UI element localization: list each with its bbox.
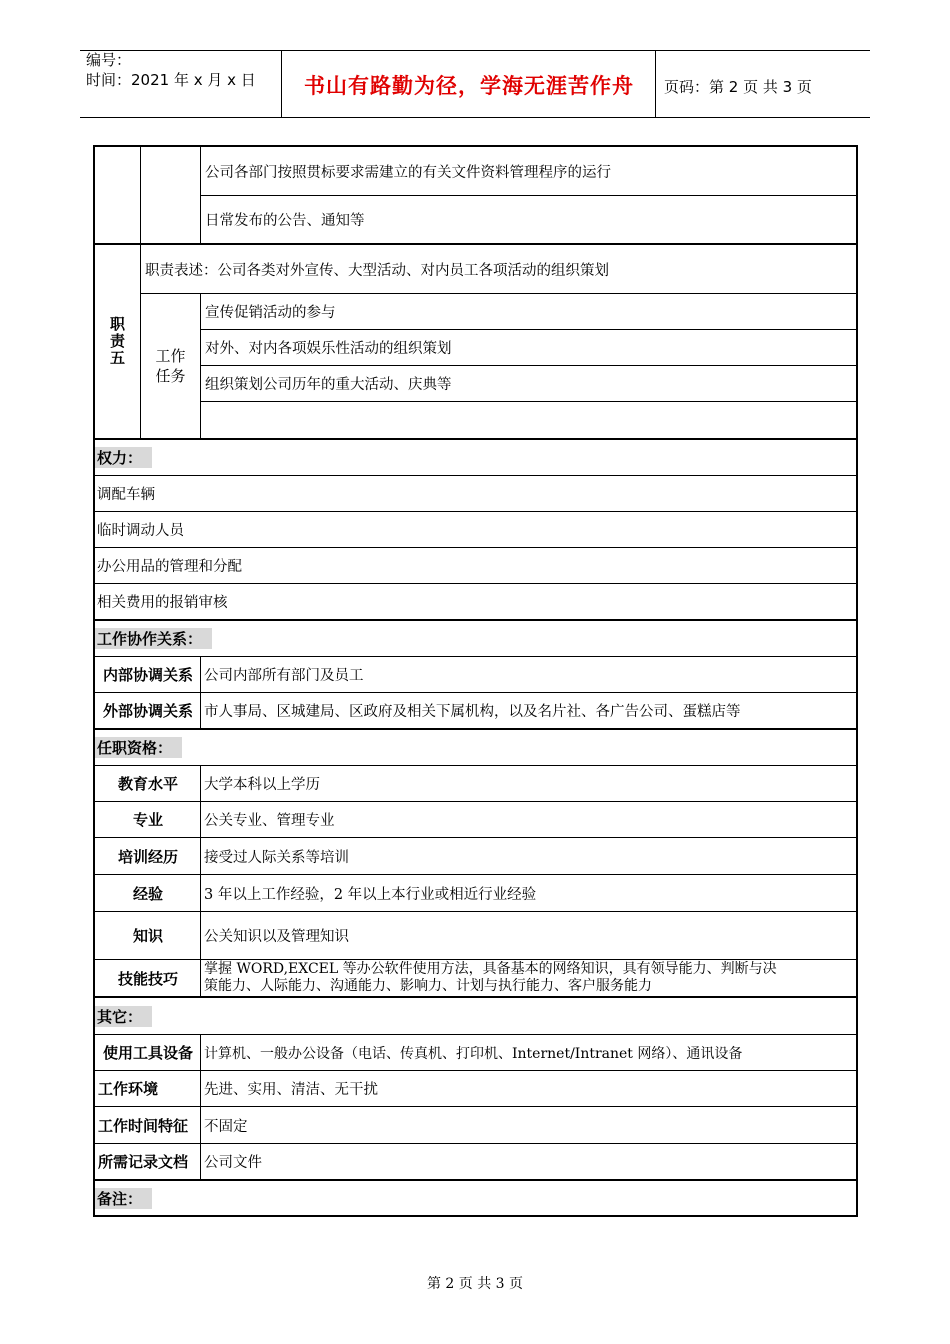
coop-label: 内部协调关系 [102,666,193,684]
duty-five-description: 职责表述：公司各类对外宣传、大型活动、对内员工各项活动的组织策划 [141,245,856,294]
other-label: 所需记录文档 [98,1153,189,1171]
remarks-title: 备注： [95,1188,152,1209]
duty-five-block [95,245,856,440]
coop-value: 公司内部所有部门及员工 [204,668,364,684]
task-label: 工作任务 [155,347,186,385]
other-label: 工作环境 [98,1080,159,1098]
header-divider [281,50,282,117]
coop-label: 外部协调关系 [102,702,193,720]
authority-item: 调配车辆 [95,476,856,512]
task-item: 宣传促销活动的参与 [201,294,856,330]
qual-value: 大学本科以上学历 [204,777,320,793]
qual-label: 技能技巧 [117,969,178,988]
qual-value: 3 年以上工作经验，2 年以上本行业或相近行业经验 [204,886,537,903]
qual-label: 专业 [132,811,163,829]
qual-label: 知识 [132,927,163,945]
duty-continuation-block [95,147,856,245]
other-title: 其它： [95,1006,152,1027]
qual-value: 公关知识以及管理知识 [204,929,349,945]
authority-title: 权力： [95,447,152,468]
header-meta [86,50,256,90]
authority-item: 相关费用的报销审核 [95,584,856,621]
qualification-section [95,730,856,998]
cooperation-title: 工作协作关系： [95,628,212,649]
page-footer: 第 2 页 共 3 页 [426,1276,524,1292]
other-section [95,999,856,1181]
other-value: 先进、实用、清洁、无干扰 [204,1082,378,1098]
authority-section [95,440,856,621]
header-divider [655,50,656,117]
other-label: 工作时间特征 [98,1116,189,1135]
qual-value-line: 策能力、人际能力、沟通能力、影响力、计划与执行能力、客户服务能力 [204,978,652,994]
cooperation-section [95,621,856,730]
task-item: 组织策划公司历年的重大活动、庆典等 [201,366,856,402]
header-bottom-rule [80,117,870,118]
qual-label: 教育水平 [117,775,178,793]
qual-value [201,961,777,995]
duty-item: 日常发布的公告、通知等 [205,213,365,229]
other-value: 不固定 [204,1118,248,1135]
task-item [201,402,860,438]
other-value: 公司文件 [204,1155,262,1171]
page-indicator: 页码：第 2 页 共 3 页 [664,78,812,96]
other-label: 使用工具设备 [102,1044,193,1062]
duty-five-label: 职责五 [108,316,126,367]
qual-value: 接受过人际关系等培训 [204,849,349,866]
task-item: 对外、对内各项娱乐性活动的组织策划 [201,330,856,366]
remarks-section [95,1181,856,1215]
qual-label: 培训经历 [117,847,178,866]
authority-item: 办公用品的管理和分配 [95,548,856,584]
coop-value: 市人事局、区城建局、区政府及相关下属机构，以及名片社、各广告公司、蛋糕店等 [204,704,741,720]
qual-value: 公关专业、管理专业 [204,813,335,829]
doc-number-label: 编号： [86,51,132,69]
header-motto: 书山有路勤为径，学海无涯苦作舟 [304,74,634,98]
qualification-title: 任职资格： [95,737,182,758]
duty-item: 公司各部门按照贯标要求需建立的有关文件资料管理程序的运行 [201,147,856,196]
job-description-form [93,145,858,1217]
other-value: 计算机、一般办公设备（电话、传真机、打印机、Internet/Intranet 网络）、通讯设备 [204,1045,743,1062]
authority-item: 临时调动人员 [95,512,856,548]
qual-label: 经验 [132,884,163,903]
date-text: 时间：2021 年 x 月 x 日 [86,71,256,89]
qual-value-line: 掌握 WORD,EXCEL 等办公软件使用方法，具备基本的网络知识，具有领导能力、判断与决 [204,961,777,977]
